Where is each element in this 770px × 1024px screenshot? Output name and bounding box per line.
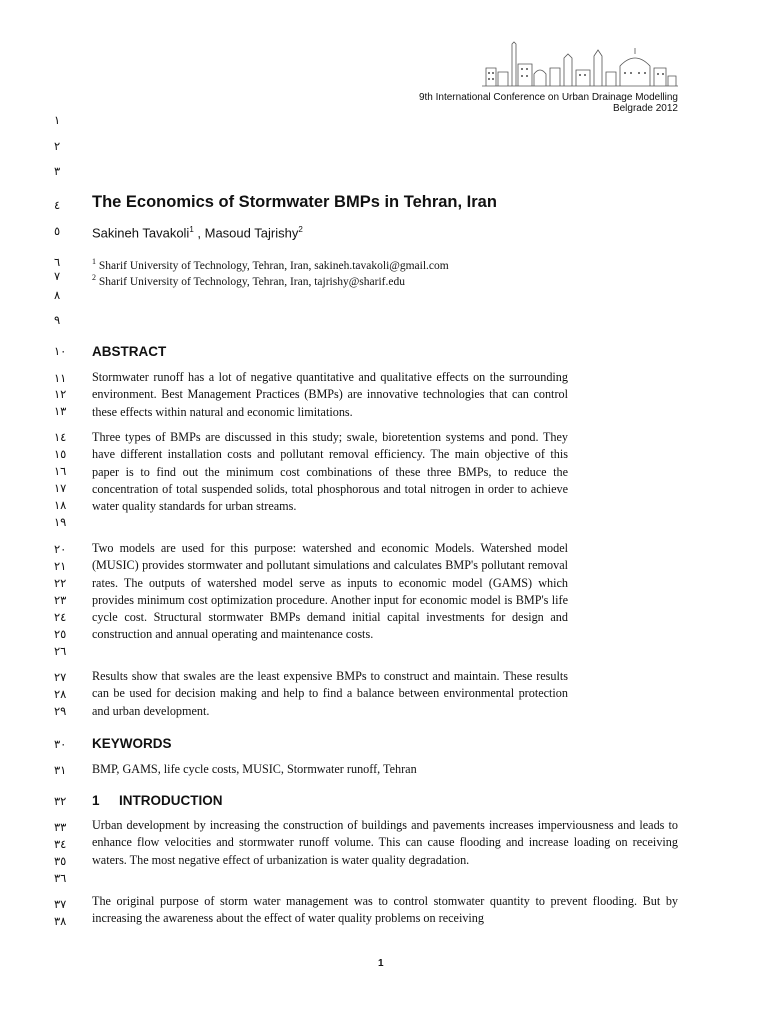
introduction-paragraph: Urban development by increasing the construction of buildings and pavements increases imperviousness and leads to enhance flow velocities and stormwater runoff volume. This can cause flooding and increase loading on receiving waters. The most negative effect of urbanization is water quality degradation. (92, 818, 678, 867)
line-number: ٣٨ (54, 914, 67, 928)
author-name: Sakineh Tavakoli (92, 225, 190, 241)
line-number: ١٨ (54, 498, 67, 512)
affiliation-marker: 2 (92, 273, 96, 282)
line-number: ٧ (54, 269, 61, 283)
affiliation-text: Sharif University of Technology, Tehran, Iran, sakineh.tavakoli@gmail.com (96, 259, 449, 272)
section-number: 1 (92, 793, 100, 808)
line-number: ١٣ (54, 404, 67, 418)
abstract-paragraph: Results show that swales are the least expensive BMPs to construct and maintain. These results can be used for decision making and help to find a balance between environmental protection and urban development. (92, 669, 568, 718)
line-number: ٣ (54, 164, 61, 178)
author-name: Masoud Tajrishy (204, 225, 299, 241)
line-number: ٩ (54, 313, 61, 327)
line-number: ٨ (54, 288, 61, 302)
line-number: ١٦ (54, 464, 67, 478)
abstract-paragraph: Stormwater runoff has a lot of negative quantitative and qualitative effects on the surrounding environment. Best Management Practices (BMPs) are innovative technologies that can control these effects within natural and economic limitations. (92, 370, 568, 419)
line-number: ٢٠ (54, 542, 67, 556)
line-number: ٣١ (54, 763, 67, 777)
city-skyline-icon (480, 38, 680, 90)
author-affiliation-marker: 2 (298, 225, 303, 234)
line-number: ٢٤ (54, 610, 67, 624)
line-number: ٢٨ (54, 687, 67, 701)
keywords-text: BMP, GAMS, life cycle costs, MUSIC, Stormwater runoff, Tehran (92, 762, 417, 776)
line-number: ٣٥ (54, 854, 67, 868)
line-number: ٢ (54, 139, 61, 153)
line-number: ٣٢ (54, 794, 67, 808)
line-number: ١٤ (54, 430, 67, 444)
line-number: ١٩ (54, 515, 67, 529)
line-number: ٢٣ (54, 593, 67, 607)
line-number: ٣٠ (54, 737, 67, 751)
paper-title: The Economics of Stormwater BMPs in Tehran, Iran (92, 193, 497, 211)
page-number: 1 (378, 958, 384, 969)
affiliation-marker: 1 (92, 257, 96, 266)
conference-name: 9th International Conference on Urban Drainage Modelling (418, 92, 678, 103)
line-number: ٢٩ (54, 704, 67, 718)
affiliation-2 (92, 271, 405, 289)
author-list (92, 222, 303, 241)
line-number: ٣٧ (54, 897, 67, 911)
line-number: ٣٣ (54, 820, 67, 834)
abstract-paragraph: Three types of BMPs are discussed in this study; swale, bioretention systems and pond. They have different installation costs and pollutant removal efficiency. The main objective of this paper is to find out the minimum cost combinations of these three BMPs, to reduce the concentration of total suspended solids, total phosphorous and total nitrogen in order to achieve water quality standards for urban streams. (92, 430, 568, 514)
section-title: INTRODUCTION (119, 793, 223, 808)
conference-header (419, 92, 678, 114)
line-number: ٣٤ (54, 837, 67, 851)
line-number: ١١ (54, 371, 67, 385)
line-number: ٥ (54, 224, 61, 238)
abstract-heading: ABSTRACT (92, 344, 167, 359)
line-number: ٢١ (54, 559, 67, 573)
abstract-paragraph: Two models are used for this purpose: watershed and economic Models. Watershed model (MUSIC) provides stormwater and pollutant simulations and calculates BMP's pollutant removal rates. The outputs of watershed model serve as inputs to economic model (GAMS) which provides minimum cost optimization procedure. Another input for economic model is BMP's life cycle cost. Structural stormwater BMPs demand initial capital investments for design and construction and annual operating and maintenance costs. (92, 541, 568, 642)
line-number: ٣٦ (54, 871, 67, 885)
line-number: ٢٢ (54, 576, 67, 590)
introduction-heading (92, 793, 223, 809)
line-number: ١٠ (54, 344, 67, 358)
conference-location: Belgrade 2012 (612, 103, 678, 114)
author-affiliation-marker: 1 (189, 225, 194, 234)
affiliation-text: Sharif University of Technology, Tehran, Iran, tajrishy@sharif.edu (96, 275, 405, 288)
line-number: ١ (54, 113, 61, 127)
line-number: ١٥ (54, 447, 67, 461)
author-separator: , (193, 225, 205, 241)
line-number: ٢٦ (54, 644, 67, 658)
line-number: ٢٧ (54, 670, 67, 684)
line-number: ٦ (54, 255, 61, 269)
line-number: ٤ (54, 198, 61, 212)
line-number: ٢٥ (54, 627, 67, 641)
introduction-paragraph: The original purpose of storm water management was to control stomwater quantity to prevent flooding. But by increasing the awareness about the effect of water quality problems on receiving (92, 894, 678, 926)
keywords-heading: KEYWORDS (92, 736, 172, 751)
line-number: ١٢ (54, 387, 67, 401)
line-number: ١٧ (54, 481, 67, 495)
